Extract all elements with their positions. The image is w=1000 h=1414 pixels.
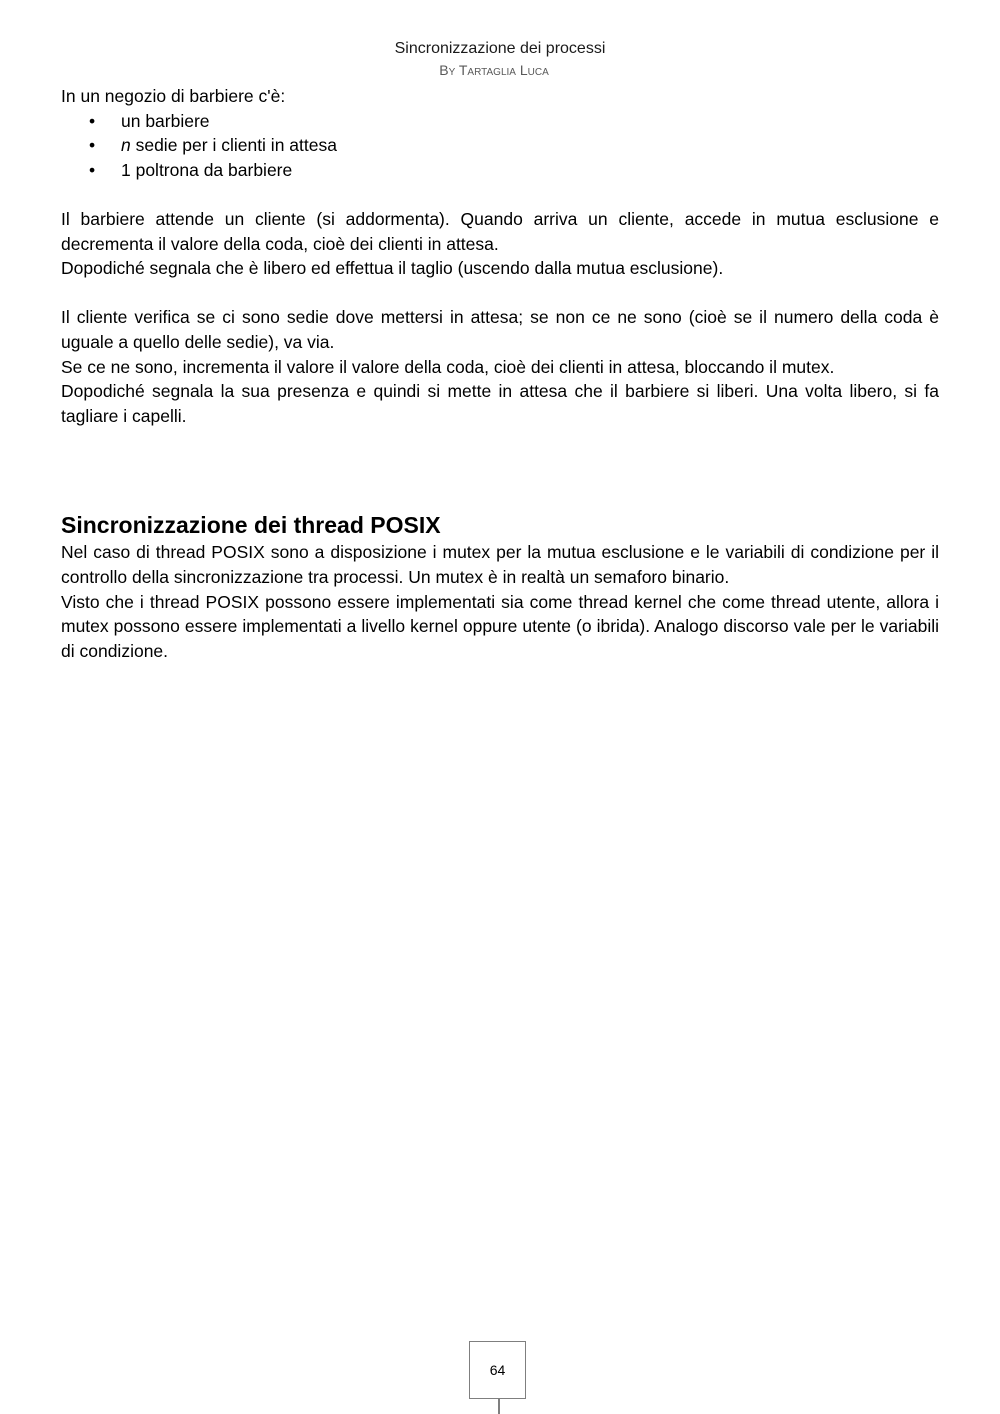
bullet-icon: • — [89, 135, 96, 156]
header-title: Sincronizzazione dei processi — [394, 40, 606, 57]
list-item-text: sedie per i clienti in attesa — [130, 135, 337, 156]
page-header — [0, 38, 1000, 80]
client-paragraph: Dopodiché segnala la sua presenza e quindi si mette in attesa che il barbiere si liberi. Una volta libero, si fa tagliare i capelli. — [61, 381, 939, 426]
barber-intro: In un negozio di barbiere c'è: — [61, 86, 286, 106]
list-item-text: 1 poltrona da barbiere — [121, 159, 293, 180]
page-number-box — [469, 1341, 526, 1399]
bullet-icon: • — [89, 159, 96, 180]
bullet-icon: • — [89, 110, 96, 131]
list-item-text: un barbiere — [121, 110, 210, 131]
paragraph-gap — [61, 182, 939, 207]
paragraph-gap — [61, 281, 939, 306]
client-paragraph: Se ce ne sono, incrementa il valore il valore della coda, cioè dei clienti in attesa, bloccando il mutex. — [61, 356, 835, 377]
posix-paragraph: Visto che i thread POSIX possono essere implementati sia come thread kernel che come thread utente, allora i mutex possono essere implementati a livello kernel oppure utente (o ibrida). Analogo discorso vale per le variabili di condizione. — [61, 591, 939, 661]
barber-paragraph: Il barbiere attende un cliente (si addormenta). Quando arriva un cliente, accede in mutua esclusione e decrementa il valore della coda, cioè dei clienti in attesa. — [61, 208, 939, 254]
barber-shop-list — [61, 109, 939, 183]
list-item-italic: n — [121, 135, 131, 156]
barber-paragraph: Dopodiché segnala che è libero ed effettua il taglio (uscendo dalla mutua esclusione). — [61, 258, 724, 279]
list-item — [61, 109, 939, 134]
list-item — [61, 158, 939, 183]
page-number-stem — [498, 1399, 500, 1414]
list-item — [61, 133, 939, 158]
header-author: By Tartaglia Luca — [439, 62, 549, 78]
posix-paragraph: Nel caso di thread POSIX sono a disposizione i mutex per la mutua esclusione e le variabili di condizione per il controllo della sincronizzazione tra processi. Un mutex è in realtà un semaforo binario. — [61, 542, 939, 587]
page-content — [61, 84, 939, 663]
client-paragraph: Il cliente verifica se ci sono sedie dove mettersi in attesa; se non ce ne sono (cioè se il numero della coda è uguale a quello delle sedie), va via. — [61, 307, 939, 352]
page-number: 64 — [489, 1362, 506, 1378]
section-heading: Sincronizzazione dei thread POSIX — [61, 512, 441, 539]
section-gap — [61, 428, 939, 510]
